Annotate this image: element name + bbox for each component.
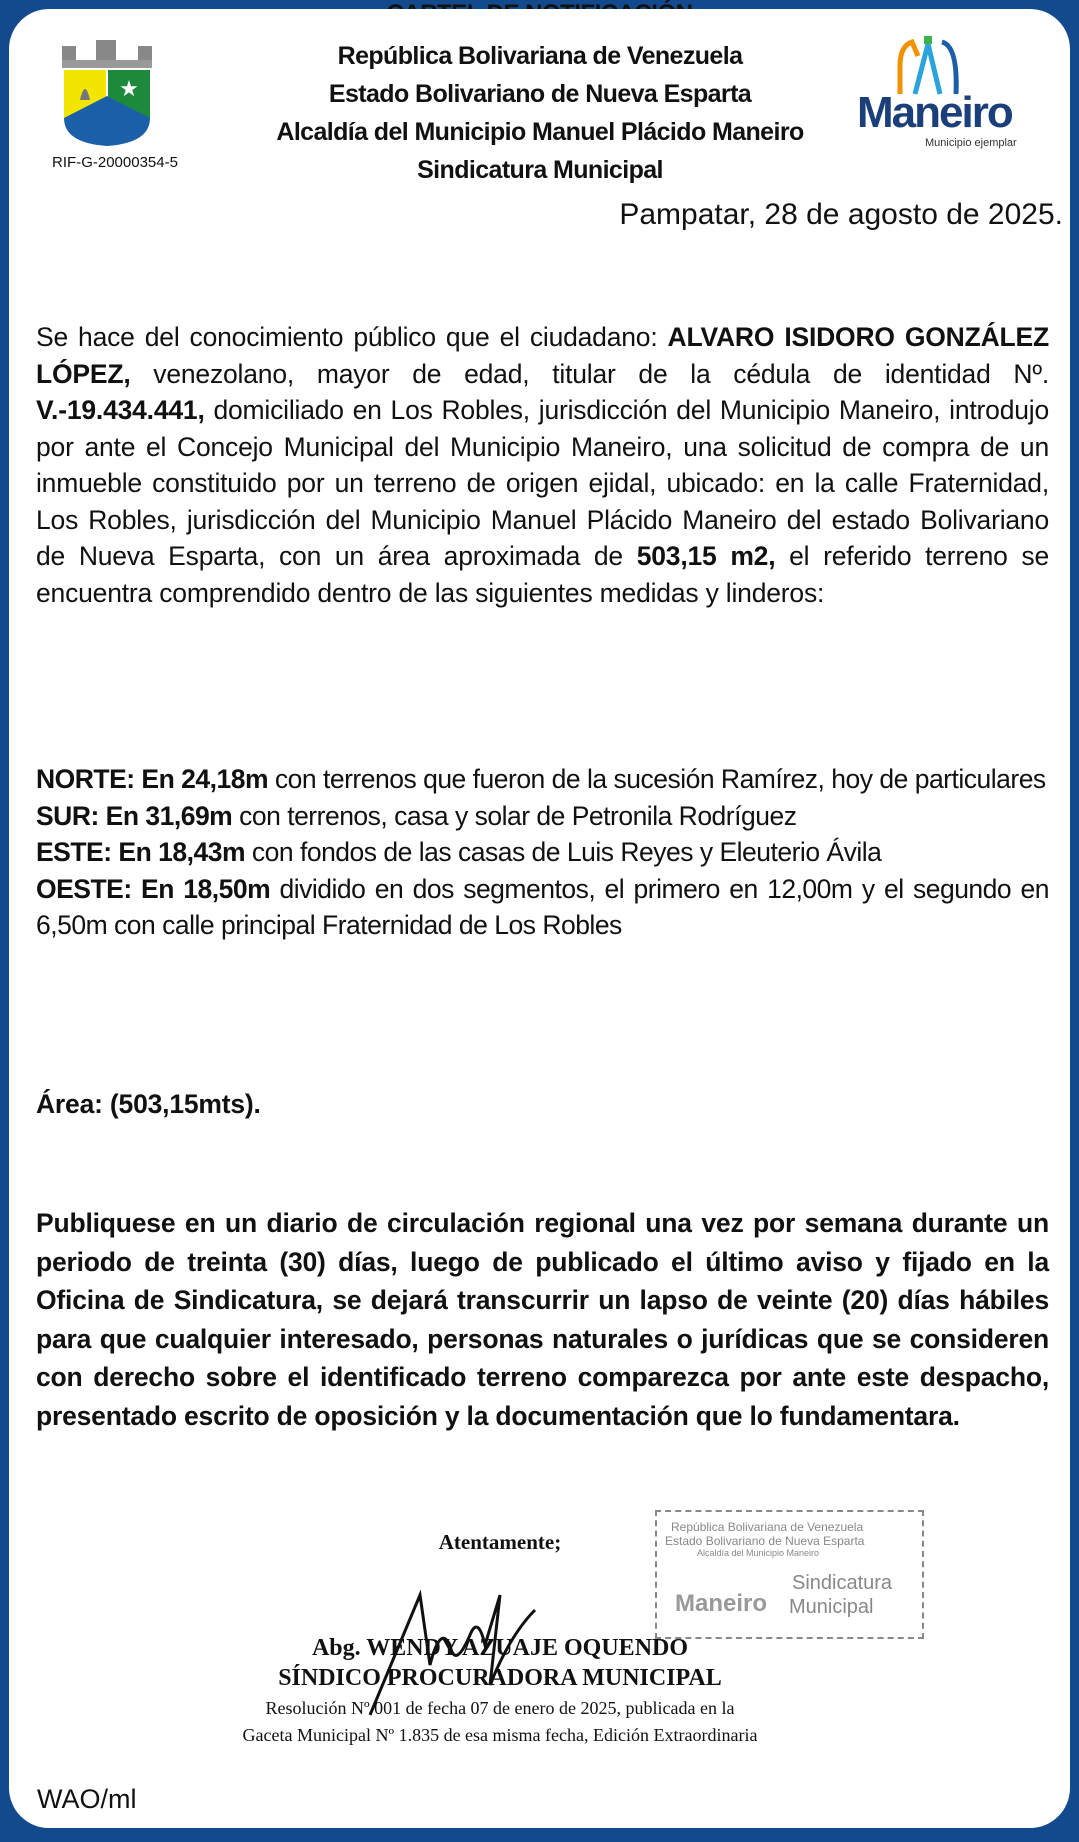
intro-text: domiciliado en Los Robles, jurisdicción del Municipio Maneiro, introdujo por ante el Concejo Municipal del Municipio Maneiro, una solicitud de compra de un inmueble constituido por un terreno de origen ejidal, ubicado: en la calle Fraternidad, Los Robles, jurisdicción del Municipio Manuel Plácido Maneiro del estado Bolivariano de Nueva Esparta, con un área aproximada de <box>36 395 1049 571</box>
resolution-line-2: Gaceta Municipal Nº 1.835 de esa misma fecha, Edición Extraordinaria <box>242 1725 758 1745</box>
boundaries-list <box>36 761 1049 944</box>
resolution-line-1: Resolución Nº 001 de fecha 07 de enero de 2025, publicada en la <box>265 1698 735 1718</box>
citizen-name: ALVARO ISIDORO GONZÁLEZ LÓPEZ, <box>36 322 1049 389</box>
publication-paragraph: Publiquese en un diario de circulación regional una vez por semana durante un periodo de treinta (30) días, luego de publicado el último aviso y fijado en la Oficina de Sindicatura, se dejará transcurrir un lapso de veinte (20) días hábiles para que cualquier interesado, personas naturales o jurídicas que se consideren con derecho sobre el identificado terreno comparezca por ante este despacho, presentado escrito de oposición y la documentación que lo fundamentara. <box>36 1208 1049 1431</box>
boundary-north: NORTE: En 24,18m con terrenos que fueron de la sucesión Ramírez, hoy de particulares <box>36 764 1046 794</box>
signer-role: SÍNDICO PROCURADORA MUNICIPAL <box>278 1665 722 1691</box>
intro-text: venezolano, mayor de edad, titular de la cédula de identidad Nº. <box>130 358 1049 389</box>
citizen-id: V.-19.434.441, <box>36 395 205 425</box>
signer-name: Abg. WENDY AZUAJE OQUENDO <box>311 1635 689 1661</box>
maneiro-logo-icon <box>880 36 970 96</box>
initials: WAO/ml <box>37 1784 137 1814</box>
header-line-1: República Bolivariana de Venezuela <box>337 42 743 70</box>
document-date: Pampatar, 28 de agosto de 2025. <box>619 198 1063 231</box>
intro-text: Se hace del conocimiento público que el ciudadano: <box>36 322 668 352</box>
rif-number: RIF-G-20000354-5 <box>52 154 178 171</box>
maneiro-logo-text: Maneiro <box>857 88 1012 137</box>
official-stamp: República Bolivariana de Venezuela Estado Bolivariano de Nueva Esparta Alcaldía del Municipio Maneiro Maneiro Sindicatura Municipal <box>655 1510 924 1639</box>
intro-paragraph <box>36 319 1049 611</box>
maneiro-logo-tagline: Municipio ejemplar <box>925 137 1017 149</box>
boundary-south: SUR: En 31,69m con terrenos, casa y solar de Petronila Rodríguez <box>36 800 797 831</box>
total-area: Área: (503,15mts). <box>36 1089 261 1119</box>
boundary-west: OESTE: En 18,50m dividido en dos segmentos, el primero en 12,00m y el segundo en 6,50m con calle principal Fraternidad de Los Robles <box>36 873 1049 940</box>
header-line-4: Sindicatura Municipal <box>417 156 663 184</box>
svg-text:★: ★ <box>119 76 139 101</box>
header-line-2: Estado Bolivariano de Nueva Esparta <box>328 80 752 108</box>
municipal-coat-of-arms-icon <box>52 38 168 148</box>
land-area: 503,15 m2, <box>636 541 776 571</box>
boundary-east: ESTE: En 18,43m con fondos de las casas de Luis Reyes y Eleuterio Ávila <box>36 837 882 867</box>
closing: Atentamente; <box>438 1530 562 1554</box>
intro-text: el referido terreno se encuentra comprendido dentro de las siguientes medidas y linderos: <box>36 541 1049 608</box>
header-line-3: Alcaldía del Municipio Manuel Plácido Maneiro <box>276 118 804 146</box>
